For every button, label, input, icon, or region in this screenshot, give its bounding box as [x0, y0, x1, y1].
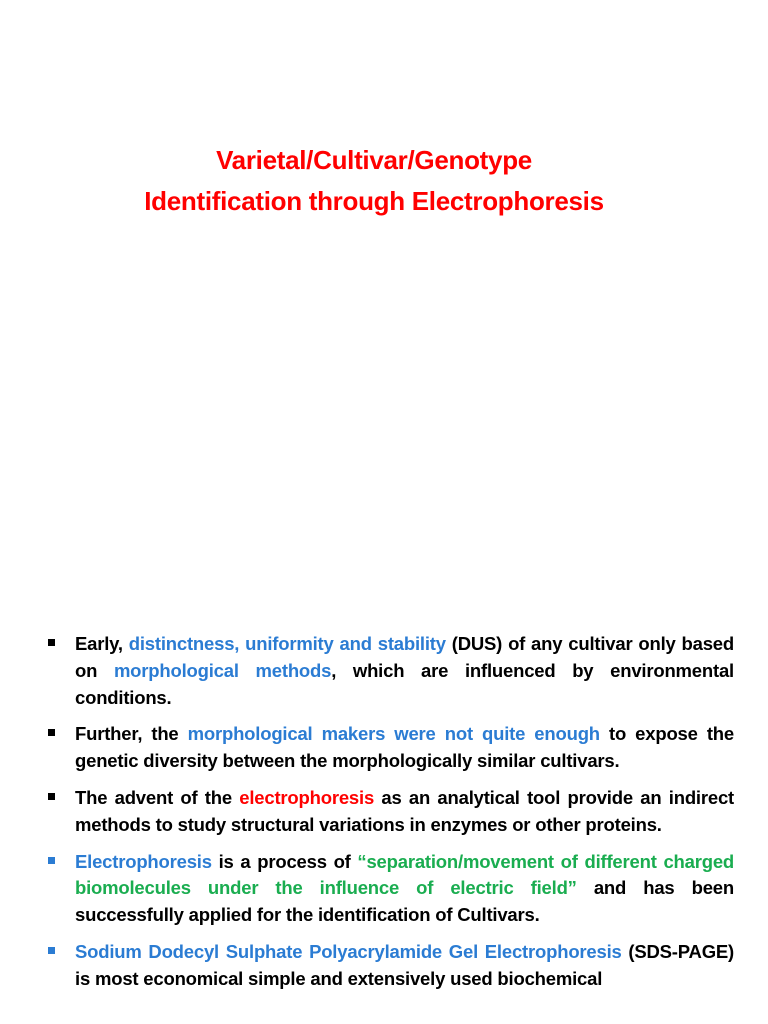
bullet-marker-icon [48, 857, 55, 864]
bullet-text-segment: Early, [75, 633, 129, 654]
bullet-marker-icon [48, 793, 55, 800]
bullet-text-segment: and has been successfully applied for the identification of Cultivars. [75, 877, 734, 926]
bullet-item [44, 631, 734, 711]
bullet-text [75, 939, 734, 993]
bullet-text-segment: Further, the [75, 723, 188, 745]
bullet-text-segment: Sodium Dodecyl Sulphate Polyacrylamide Gel Electrophoresis [75, 940, 622, 962]
bullet-text-segment: is a process of [211, 850, 358, 872]
bullet-text-segment: (SDS-PAGE) is most economical simple and extensively used biochemical [75, 940, 734, 989]
bullet-list [44, 631, 734, 1003]
bullet-marker-icon [48, 947, 55, 954]
bullet-text-segment: (DUS) of any cultivar only based on [75, 633, 734, 681]
slide-title [0, 140, 748, 222]
title-line-1: Varietal/Cultivar/Genotype [216, 145, 532, 175]
bullet-text-segment: Electrophoresis [75, 850, 212, 872]
title-line-2: Identification through Electrophoresis [144, 186, 604, 216]
bullet-text-segment: as an analytical tool provide an indirect methods to study structural variations in enzymes or other proteins. [75, 786, 734, 835]
bullet-text [75, 631, 734, 711]
bullet-item [44, 721, 734, 775]
bullet-text-segment: to expose the genetic diversity between the morphologically similar cultivars. [75, 723, 734, 772]
bullet-text-segment: morphological methods [113, 659, 332, 681]
bullet-item [44, 785, 734, 839]
bullet-marker-icon [48, 639, 55, 646]
bullet-marker-icon [48, 729, 55, 736]
bullet-text [75, 849, 734, 929]
bullet-item [44, 849, 734, 929]
bullet-text-segment: distinctness, uniformity and stability [128, 633, 446, 654]
bullet-item [44, 939, 734, 993]
bullet-text-segment: morphological makers were not quite enough [187, 723, 600, 745]
bullet-text-segment: The advent of the [75, 786, 240, 808]
bullet-text-segment: electrophoresis [239, 786, 375, 808]
bullet-text [75, 721, 734, 775]
bullet-text [75, 785, 734, 839]
bullet-text-segment: , which are influenced by environmental conditions. [75, 659, 734, 708]
bullet-text-segment: “separation/movement of different charged biomolecules under the influence of electric field” [75, 850, 735, 899]
